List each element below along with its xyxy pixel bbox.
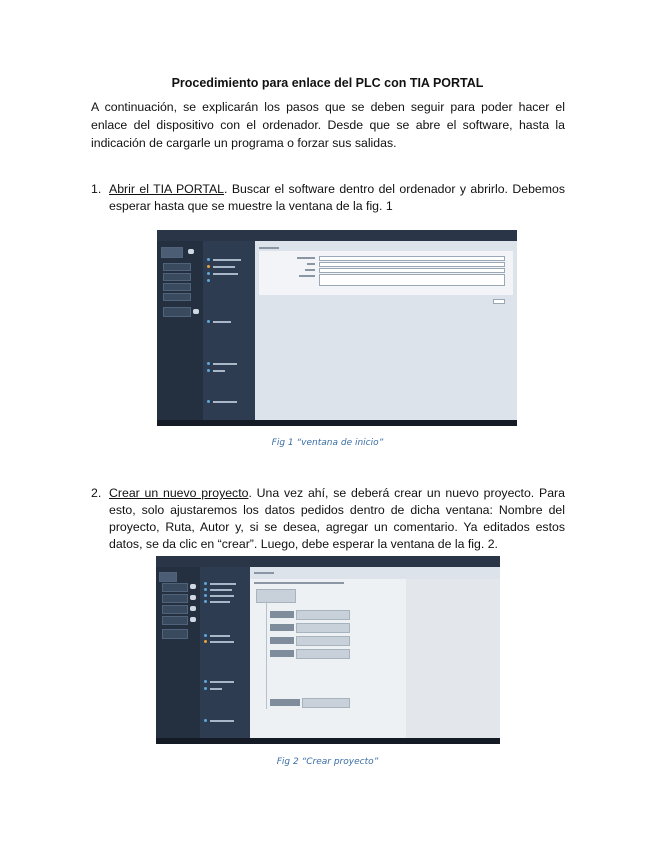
step-1-number: 1. — [91, 182, 102, 196]
step-2-number: 2. — [91, 486, 102, 500]
figure-2-content — [250, 567, 500, 738]
document-title: Procedimiento para enlace del PLC con TIA PORTAL — [171, 76, 484, 90]
step-2 — [91, 485, 565, 553]
figure-1-portal-nav — [157, 241, 203, 426]
figure-2-caption: Fig 2 “Crear proyecto” — [276, 757, 379, 767]
intro-paragraph: A continuación, se explicarán los pasos que se deben seguir para poder hacer el enlace del dispositivo con el ordenador. Desde que se abre el software, hasta la indicación de cargarle un programa o forzar sus salidas. — [91, 100, 565, 150]
figure-1-content — [255, 241, 517, 420]
step-2-text: . Una vez ahí, se deberá crear un nuevo proyecto. Para esto, solo ajustaremos los datos pedidos dentro de dicha ventana: Nombre del proyecto, Ruta, Autor y, si se desea, agregar un comentario. Ya editados estos datos, se da clic en “crear”. Luego, debe esperar la ventana de la fig. 2. — [109, 486, 565, 551]
figure-1-titlebar — [157, 230, 517, 241]
step-1-link[interactable]: Abrir el TIA PORTAL — [109, 182, 225, 196]
figure-2-screenshot — [156, 556, 500, 744]
step-1-text: . Buscar el software dentro del ordenador y abrirlo. Debemos esperar hasta que se muestre la ventana de la fig. 1 — [109, 182, 566, 213]
step-2-link[interactable]: Crear un nuevo proyecto — [109, 486, 249, 500]
figure-1-statusbar — [157, 420, 517, 426]
figure-2-statusbar — [156, 738, 500, 744]
figure-2-titlebar — [156, 556, 500, 567]
figure-1-menu — [203, 241, 255, 426]
figure-2-portal-nav — [156, 567, 200, 744]
step-1 — [91, 181, 565, 215]
figure-1-screenshot — [157, 230, 517, 426]
figure-2-menu — [200, 567, 250, 744]
figure-1-caption: Fig 1 “ventana de inicio” — [271, 438, 384, 448]
